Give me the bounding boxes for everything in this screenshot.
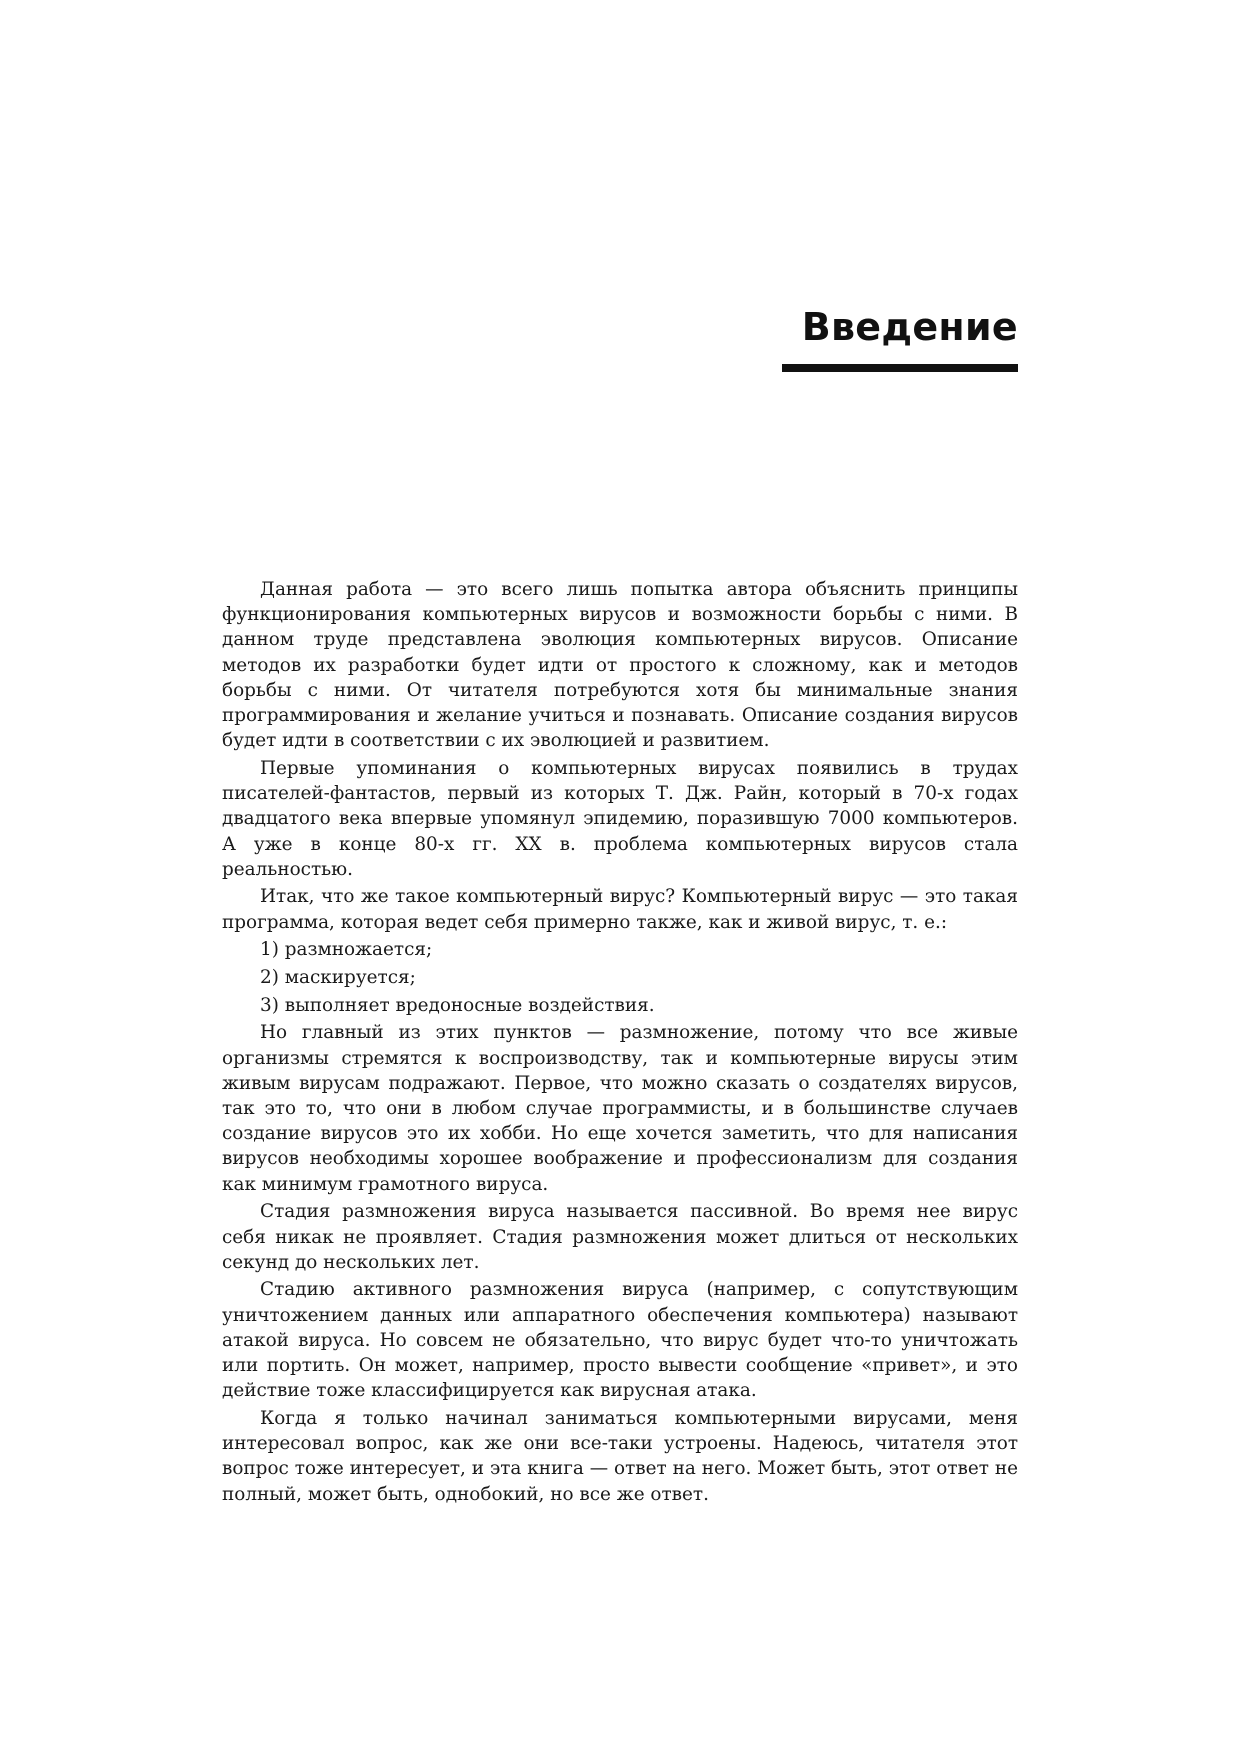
chapter-title: Введение: [801, 305, 1018, 349]
body-text: [222, 577, 1018, 1509]
list-item-harmful-actions: 3) выполняет вредоносные воздействия.: [260, 994, 655, 1016]
paragraph-intro: Данная работа — это всего лишь попытка автора объяснить принципы функционирования компьютерных вирусов и возможности борьбы с ними. В данном труде представлена эволюция компьютерных вирусов. Описание методов их разработки будет идти от простого к сложному, как и методов борьбы с ними. От читателя потребуются хотя бы минимальные знания программирования и желание учиться и познавать. Описание создания вирусов будет идти в соответствии с их эволюцией и развитием.: [222, 579, 1018, 752]
paragraph-reproduction: Но главный из этих пунктов — размножение, потому что все живые организмы стремятся к воспроизводству, так и компьютерные вирусы этим живым вирусам подражают. Первое, что можно сказать о создателях вирусов, так это то, что они в любом случае программисты, и в большинстве случаев создание вирусов это их хобби. Но еще хочется заметить, что для написания вирусов необходимы хорошее воображение и профессионализм для создания как минимум грамотного вируса.: [222, 1022, 1018, 1195]
list-item-reproduces: 1) размножается;: [260, 939, 433, 961]
paragraph-attack: Стадию активного размножения вируса (например, с сопутствующим уничтожением данных или аппаратного обеспечения компьютера) называют атакой вируса. Но совсем не обязательно, что вирус будет что-то уничтожать или портить. Он может, например, просто вывести сообщение «привет», и это действие тоже классифицируется как вирусная атака.: [222, 1279, 1018, 1402]
paragraph-history: Первые упоминания о компьютерных вирусах появились в трудах писателей-фантастов, первый из которых Т. Дж. Райн, который в 70-х годах двадцатого века впервые упомянул эпидемию, поразившую 7000 компьютеров. А уже в конце 80-х гг. XX в. проблема компьютерных вирусов стала реальностью.: [222, 757, 1018, 880]
paragraph-definition: Итак, что же такое компьютерный вирус? Компьютерный вирус — это такая программа, которая ведет себя примерно также, как и живой вирус, т. е.:: [222, 886, 1018, 933]
list-item-disguises: 2) маскируется;: [260, 967, 416, 989]
paragraph-conclusion: Когда я только начинал заниматься компьютерными вирусами, меня интересовал вопрос, как же они все-таки устроены. Надеюсь, читателя этот вопрос тоже интересует, и эта книга — ответ на него. Может быть, этот ответ не полный, может быть, однобокий, но все же ответ.: [222, 1408, 1018, 1505]
paragraph-passive-stage: Стадия размножения вируса называется пассивной. Во время нее вирус себя никак не проявляет. Стадия размножения может длиться от нескольких секунд до нескольких лет.: [222, 1201, 1018, 1273]
chapter-heading: [782, 304, 1018, 372]
title-underline-rule: [782, 364, 1018, 372]
